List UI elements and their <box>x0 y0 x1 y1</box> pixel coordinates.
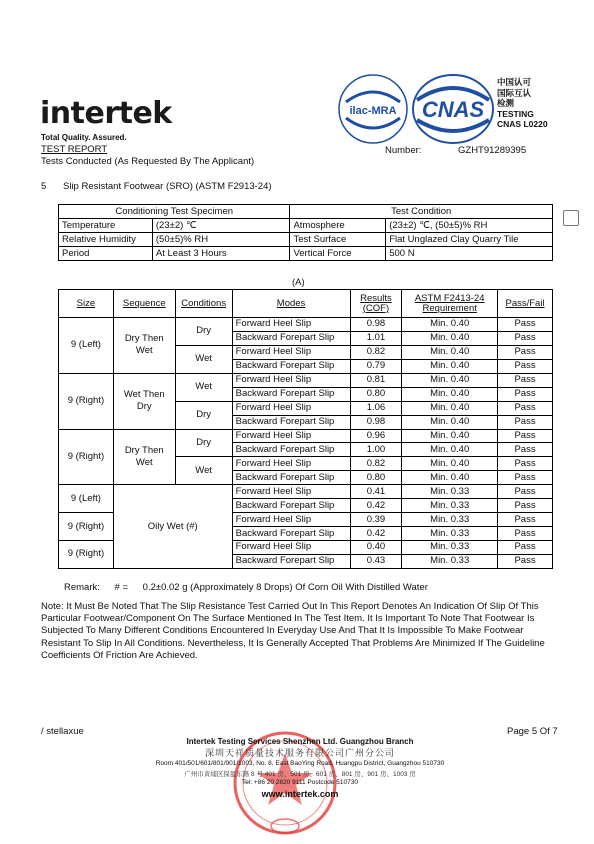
cond-cell: (23±2) ℃ <box>152 219 290 233</box>
requirement-cell: Min. 0.40 <box>402 373 498 387</box>
cnas-line: CNAS L0220 <box>497 119 548 129</box>
col-header-pass-fail: Pass/Fail <box>498 290 553 318</box>
cnas-line: 检测 <box>497 98 515 108</box>
result-cell: 0.42 <box>350 499 402 513</box>
footer-address: Room 401/501/601/801/901/1003, No. 8, East BaoYing Road, Huangpu District, Guangzhou 510730 <box>155 760 445 767</box>
requirement-cell: Min. 0.40 <box>402 331 498 345</box>
pass-fail-cell: Pass <box>498 331 553 345</box>
number-value: GZHT91289395 <box>458 145 527 156</box>
mode-cell: Backward Forepart Slip <box>232 359 350 373</box>
requirement-cell: Min. 0.40 <box>402 443 498 457</box>
result-cell: 0.79 <box>350 359 402 373</box>
requirement-cell: Min. 0.33 <box>402 485 498 499</box>
cnas-line: 中国认可 <box>497 77 532 87</box>
report-title: TEST REPORT <box>41 144 108 155</box>
result-cell: 0.80 <box>350 471 402 485</box>
cnas-line: TESTING <box>497 108 534 119</box>
number-label: Number: <box>385 145 422 156</box>
author: / stellaxue <box>41 726 84 737</box>
sequence-cell: Dry Then Wet <box>113 429 175 485</box>
remark-label: Remark: <box>64 582 100 593</box>
cnas-text: CNAS <box>421 97 485 122</box>
size-cell: 9 (Left) <box>59 485 114 513</box>
footer-company-cn: 深圳天祥质量技术服务有限公司广州分公司 <box>204 748 395 758</box>
conditions-cell: Wet <box>175 373 232 401</box>
table-marker: (A) <box>292 277 305 288</box>
result-cell: 1.06 <box>350 401 402 415</box>
table-row <box>59 247 553 261</box>
result-cell: 0.82 <box>350 457 402 471</box>
result-cell: 0.41 <box>350 485 402 499</box>
remark <box>64 582 428 593</box>
cond-cell: (50±5)% RH <box>152 233 290 247</box>
result-cell: 0.43 <box>350 554 402 568</box>
sequence-cell: Dry Then Wet <box>113 318 175 374</box>
requirement-cell: Min. 0.33 <box>402 513 498 527</box>
requirement-cell: Min. 0.40 <box>402 387 498 401</box>
pass-fail-cell: Pass <box>498 485 553 499</box>
cond-cell: Temperature <box>59 219 153 233</box>
pass-fail-cell: Pass <box>498 443 553 457</box>
result-cell: 1.00 <box>350 443 402 457</box>
result-cell: 0.39 <box>350 513 402 527</box>
results-table <box>58 289 553 569</box>
result-cell: 1.01 <box>350 331 402 345</box>
cond-cell: Test Surface <box>290 233 386 247</box>
remark-symbol: # = <box>114 582 129 593</box>
pass-fail-cell: Pass <box>498 318 553 332</box>
conditioning-table <box>58 204 553 261</box>
mode-cell: Forward Heel Slip <box>232 373 350 387</box>
requirement-cell: Min. 0.33 <box>402 527 498 541</box>
cond-cell: 500 N <box>386 247 553 261</box>
result-cell: 0.98 <box>350 415 402 429</box>
cnas-line: 国际互认 <box>497 87 532 98</box>
header-row <box>59 290 553 318</box>
pass-fail-cell: Pass <box>498 345 553 359</box>
qr-code-icon[interactable] <box>563 210 579 226</box>
result-cell: 0.81 <box>350 373 402 387</box>
requirement-cell: Min. 0.40 <box>402 457 498 471</box>
conditions-cell: Dry <box>175 401 232 429</box>
cond-cell: Relative Humidity <box>59 233 153 247</box>
conditions-cell: Wet <box>175 457 232 485</box>
col-header-conditions: Conditions <box>175 290 232 318</box>
cond-cell: Period <box>59 247 153 261</box>
requirement-cell: Min. 0.33 <box>402 499 498 513</box>
mode-cell: Backward Forepart Slip <box>232 387 350 401</box>
mode-cell: Forward Heel Slip <box>232 345 350 359</box>
section-number: 5 <box>41 181 47 192</box>
pass-fail-cell: Pass <box>498 457 553 471</box>
table-row <box>59 318 553 332</box>
requirement-cell: Min. 0.40 <box>402 318 498 332</box>
size-cell: 9 (Left) <box>59 318 114 374</box>
pass-fail-cell: Pass <box>498 401 553 415</box>
table-row <box>59 429 553 443</box>
conditioning-header: Conditioning Test Specimen <box>59 205 290 219</box>
size-cell: 9 (Right) <box>59 513 114 541</box>
mode-cell: Backward Forepart Slip <box>232 471 350 485</box>
cond-cell: At Least 3 Hours <box>152 247 290 261</box>
ilac-mra-logo <box>336 72 410 146</box>
requirement-cell: Min. 0.33 <box>402 541 498 555</box>
size-cell: 9 (Right) <box>59 429 114 485</box>
requirement-cell: Min. 0.40 <box>402 415 498 429</box>
mode-cell: Forward Heel Slip <box>232 457 350 471</box>
pass-fail-cell: Pass <box>498 387 553 401</box>
col-header-size: Size <box>59 290 114 318</box>
mode-cell: Forward Heel Slip <box>232 513 350 527</box>
footer-tel: Tel: +86 20 2820 9111 Postcode 510730 <box>242 779 358 786</box>
mode-cell: Backward Forepart Slip <box>232 415 350 429</box>
pass-fail-cell: Pass <box>498 541 553 555</box>
mode-cell: Forward Heel Slip <box>232 485 350 499</box>
mode-cell: Backward Forepart Slip <box>232 554 350 568</box>
table-row <box>59 233 553 247</box>
section-title: Slip Resistant Footwear (SRO) (ASTM F2913-24) <box>63 181 272 192</box>
oily-condition-cell: Oily Wet (#) <box>113 485 232 569</box>
cnas-logo <box>411 72 495 146</box>
pass-fail-cell: Pass <box>498 513 553 527</box>
pass-fail-cell: Pass <box>498 373 553 387</box>
note-paragraph: Note: It Must Be Noted That The Slip Resistance Test Carried Out In This Report Denotes An Indication Of Slip Of This Particular Footwear/Component On The Surface Mentioned In The Test Item. It Is Important To Note That Footwear Is Subjected To Many Different Conditions Encountered In Everyday Use And That It Is Impossible To Make Footwear Resistant To Slip In All Conditions. Nevertheless, It Is Generally Accepted That Problems Are Minimized If The Guideline Coefficients Of Friction Are Achieved. <box>41 601 545 661</box>
result-cell: 0.96 <box>350 429 402 443</box>
requirement-cell: Min. 0.40 <box>402 359 498 373</box>
result-cell: 0.82 <box>350 345 402 359</box>
pass-fail-cell: Pass <box>498 499 553 513</box>
section-heading <box>41 181 272 192</box>
conditions-cell: Wet <box>175 345 232 373</box>
remark-text: 0.2±0.02 g (Approximately 8 Drops) Of Corn Oil With Distilled Water <box>142 582 428 593</box>
cnas-accreditation-text <box>497 77 548 130</box>
mode-cell: Backward Forepart Slip <box>232 331 350 345</box>
tests-conducted: Tests Conducted (As Requested By The Applicant) <box>41 156 255 167</box>
result-cell: 0.42 <box>350 527 402 541</box>
requirement-cell: Min. 0.40 <box>402 401 498 415</box>
col-header-requirement: ASTM F2413-24 Requirement <box>402 290 498 318</box>
conditions-cell: Dry <box>175 429 232 457</box>
cond-cell: Atmosphere <box>290 219 386 233</box>
mode-cell: Forward Heel Slip <box>232 429 350 443</box>
pass-fail-cell: Pass <box>498 527 553 541</box>
size-cell: 9 (Right) <box>59 373 114 429</box>
footer-company: Intertek Testing Services Shenzhen Ltd. Guangzhou Branch <box>186 737 414 746</box>
result-cell: 0.98 <box>350 318 402 332</box>
table-row <box>59 373 553 387</box>
mode-cell: Backward Forepart Slip <box>232 499 350 513</box>
cond-cell: Vertical Force <box>290 247 386 261</box>
mode-cell: Forward Heel Slip <box>232 401 350 415</box>
mode-cell: Backward Forepart Slip <box>232 527 350 541</box>
table-row <box>59 219 553 233</box>
pass-fail-cell: Pass <box>498 429 553 443</box>
requirement-cell: Min. 0.40 <box>402 345 498 359</box>
pass-fail-cell: Pass <box>498 471 553 485</box>
conditions-cell: Dry <box>175 318 232 346</box>
mode-cell: Forward Heel Slip <box>232 318 350 332</box>
col-header-results: Results (COF) <box>350 290 402 318</box>
ilac-text: ilac-MRA <box>349 105 397 117</box>
footer-address-cn: 广州市黄埔区保盈东路 8 号 401 房、501 房、601 房、801 房、901 房、1003 房 <box>184 771 416 778</box>
mode-cell: Forward Heel Slip <box>232 541 350 555</box>
pass-fail-cell: Pass <box>498 415 553 429</box>
mode-cell: Backward Forepart Slip <box>232 443 350 457</box>
result-cell: 0.80 <box>350 387 402 401</box>
tagline: Total Quality. Assured. <box>41 133 127 142</box>
col-header-sequence: Sequence <box>113 290 175 318</box>
test-condition-header: Test Condition <box>290 205 553 219</box>
intertek-logo: intertek <box>40 96 172 131</box>
cond-cell: (23±2) ℃, (50±5)% RH <box>386 219 553 233</box>
sequence-cell: Wet Then Dry <box>113 373 175 429</box>
page-number: Page 5 Of 7 <box>507 726 558 737</box>
footer-website-link[interactable]: www.intertek.com <box>261 789 339 799</box>
pass-fail-cell: Pass <box>498 554 553 568</box>
result-cell: 0.40 <box>350 541 402 555</box>
requirement-cell: Min. 0.33 <box>402 554 498 568</box>
requirement-cell: Min. 0.40 <box>402 429 498 443</box>
col-header-modes: Modes <box>232 290 350 318</box>
size-cell: 9 (Right) <box>59 541 114 569</box>
requirement-cell: Min. 0.40 <box>402 471 498 485</box>
pass-fail-cell: Pass <box>498 359 553 373</box>
cond-cell: Flat Unglazed Clay Quarry Tile <box>386 233 553 247</box>
table-row <box>59 485 553 499</box>
